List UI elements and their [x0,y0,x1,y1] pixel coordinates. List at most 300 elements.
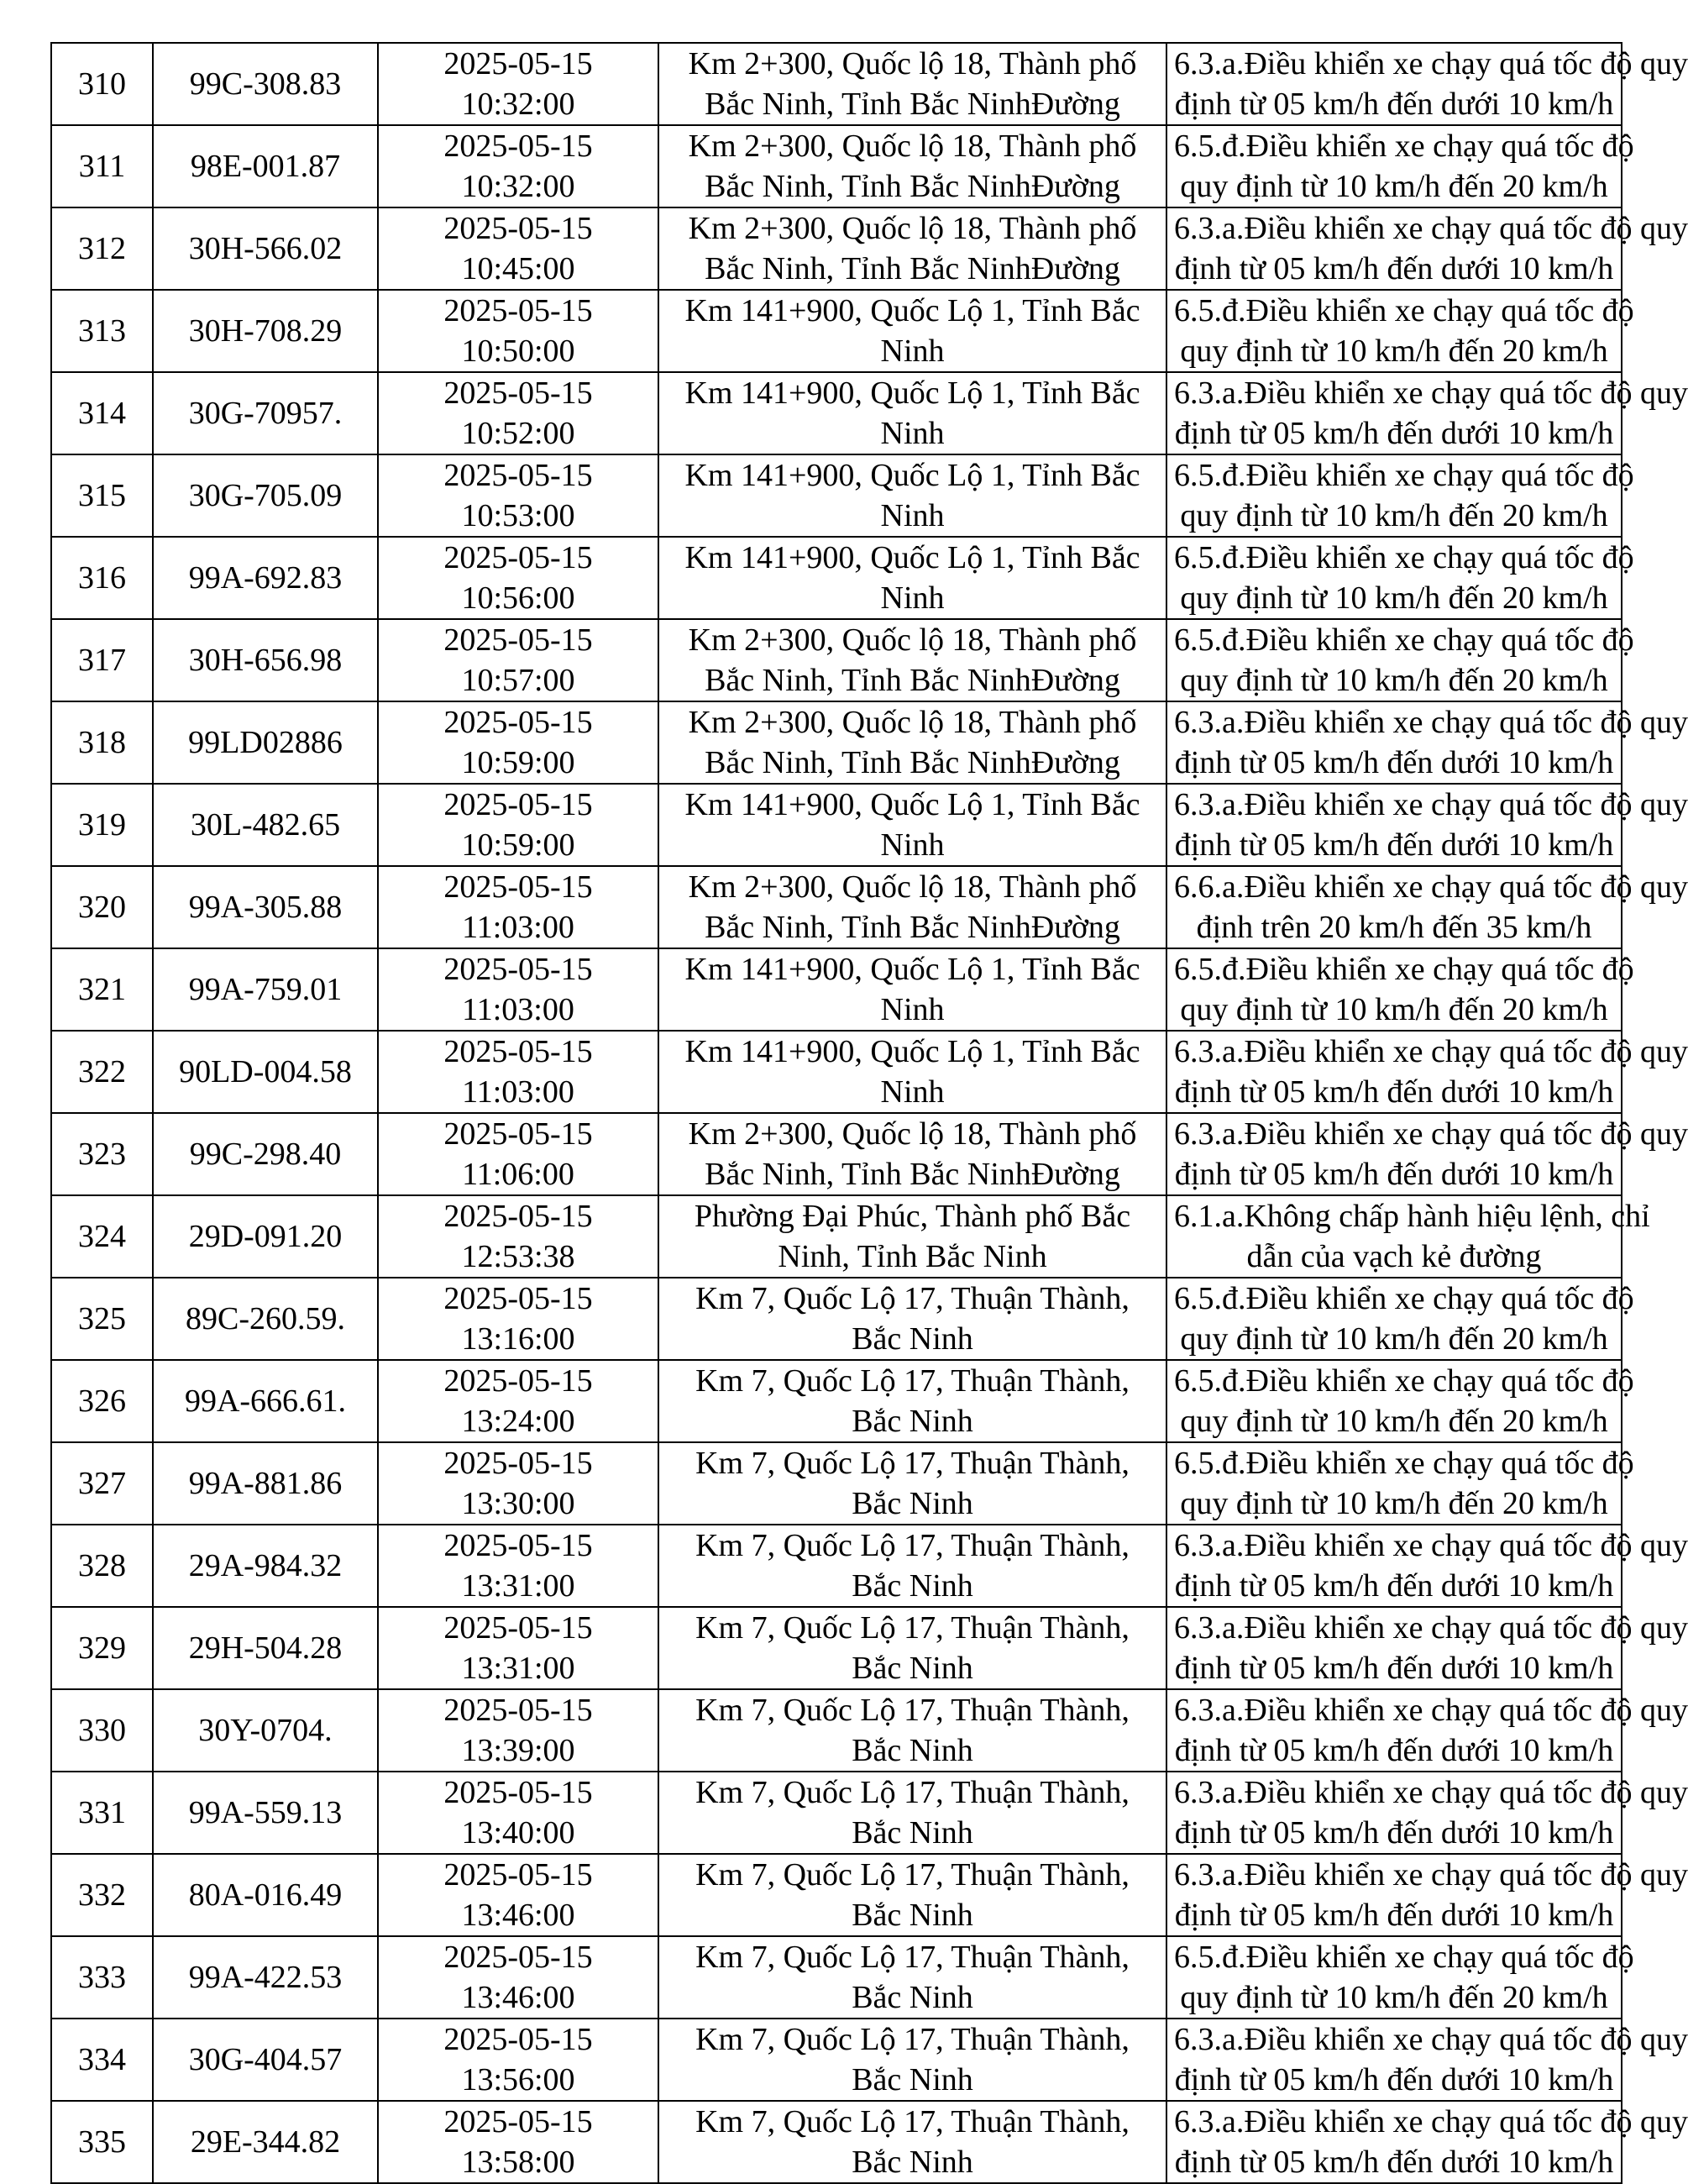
location-cell [658,290,1166,372]
violation-date: 2025-05-15 [443,1610,593,1646]
violation-date: 2025-05-15 [443,2104,593,2139]
row-number-cell [51,1278,153,1360]
license-plate: 29A-984.32 [188,1548,343,1583]
violation-line-2: định trên 20 km/h đến 35 km/h [1196,910,1592,945]
violation-line-1: 6.5.đ.Điều khiển xe chạy quá tốc độ [1174,1363,1634,1399]
location-line-1: Phường Đại Phúc, Thành phố Bắc [694,1199,1131,1234]
timestamp-cell [378,1525,658,1607]
violation-line-2: quy định từ 10 km/h đến 20 km/h [1180,1980,1608,2015]
location-line-1: Km 7, Quốc Lộ 17, Thuận Thành, [695,1363,1130,1399]
violation-cell [1166,1772,1688,1854]
location-line-2: Bắc Ninh, Tỉnh Bắc NinhĐường [705,169,1120,204]
violation-cell [1166,1442,1634,1525]
violation-date: 2025-05-15 [443,952,593,987]
violation-line-1: 6.5.đ.Điều khiển xe chạy quá tốc độ [1174,952,1634,987]
row-number: 313 [78,313,126,349]
license-plate-cell [153,1525,378,1607]
row-number-cell [51,784,153,866]
location-line-1: Km 7, Quốc Lộ 17, Thuận Thành, [695,1857,1130,1893]
table-row [51,1360,1622,1442]
location-line-1: Km 141+900, Quốc Lộ 1, Tỉnh Bắc [684,293,1140,328]
location-cell [658,125,1166,207]
violation-line-2: định từ 05 km/h đến dưới 10 km/h [1174,1157,1614,1192]
timestamp-cell [378,372,658,454]
table-row [51,1854,1622,1936]
timestamp-cell [378,2019,658,2101]
row-number-cell [51,537,153,619]
violation-time: 13:46:00 [461,1980,575,2015]
license-plate-cell [153,207,378,290]
license-plate-cell [153,454,378,537]
table-row [51,1607,1622,1689]
violation-cell [1166,537,1634,619]
location-line-2: Bắc Ninh [852,1815,973,1851]
violation-cell [1166,1031,1688,1113]
violation-cell [1166,1607,1688,1689]
violation-time: 10:57:00 [461,663,575,698]
timestamp-cell [378,948,658,1031]
location-line-2: Bắc Ninh [852,2062,973,2097]
violation-line-2: quy định từ 10 km/h đến 20 km/h [1180,1404,1608,1439]
table-row [51,454,1622,537]
row-number-cell [51,207,153,290]
license-plate: 99A-692.83 [188,560,343,596]
location-cell [658,1772,1166,1854]
license-plate: 30G-705.09 [188,478,343,513]
violation-line-1: 6.5.đ.Điều khiển xe chạy quá tốc độ [1174,540,1634,575]
row-number: 319 [78,807,126,843]
row-number: 325 [78,1301,126,1336]
row-number-cell [51,619,153,701]
violation-time: 13:58:00 [461,2145,575,2180]
timestamp-cell [378,701,658,784]
violation-line-2: định từ 05 km/h đến dưới 10 km/h [1174,416,1614,451]
timestamp-cell [378,784,658,866]
row-number-cell [51,1854,153,1936]
location-cell [658,1525,1166,1607]
row-number-cell [51,2019,153,2101]
row-number-cell [51,866,153,948]
row-number-cell [51,454,153,537]
row-number: 330 [78,1713,126,1748]
license-plate-cell [153,1936,378,2019]
row-number: 312 [78,231,126,266]
license-plate: 30L-482.65 [190,807,341,843]
location-cell [658,372,1166,454]
violation-line-2: định từ 05 km/h đến dưới 10 km/h [1174,1074,1614,1110]
violation-line-1: 6.5.đ.Điều khiển xe chạy quá tốc độ [1174,129,1634,164]
location-cell [658,454,1166,537]
violation-cell [1166,207,1688,290]
violation-line-1: 6.3.a.Điều khiển xe chạy quá tốc độ quy [1174,787,1688,822]
row-number: 331 [78,1795,126,1830]
violation-cell [1166,701,1688,784]
location-line-1: Km 2+300, Quốc lộ 18, Thành phố [688,869,1137,905]
violation-time: 13:16:00 [461,1321,575,1357]
license-plate: 30H-566.02 [188,231,343,266]
location-line-2: Bắc Ninh [852,1321,973,1357]
location-cell [658,1031,1166,1113]
violation-line-1: 6.3.a.Điều khiển xe chạy quá tốc độ quy [1174,705,1688,740]
violation-time: 10:53:00 [461,498,575,533]
location-line-2: Ninh [880,827,945,863]
timestamp-cell [378,1195,658,1278]
location-line-2: Bắc Ninh, Tỉnh Bắc NinhĐường [705,745,1120,780]
location-line-2: Ninh [880,498,945,533]
row-number-cell [51,701,153,784]
violation-line-2: quy định từ 10 km/h đến 20 km/h [1180,333,1608,369]
location-cell [658,784,1166,866]
license-plate: 29E-344.82 [190,2124,341,2160]
table-row [51,1031,1622,1113]
violation-line-1: 6.3.a.Điều khiển xe chạy quá tốc độ quy [1174,1034,1688,1069]
table-row [51,2101,1622,2183]
location-line-2: Bắc Ninh, Tỉnh Bắc NinhĐường [705,1157,1120,1192]
license-plate-cell [153,1442,378,1525]
violation-line-2: quy định từ 10 km/h đến 20 km/h [1180,498,1608,533]
violation-cell [1166,866,1688,948]
location-line-2: Bắc Ninh, Tỉnh Bắc NinhĐường [705,663,1120,698]
license-plate-cell [153,1278,378,1360]
location-line-2: Bắc Ninh [852,1898,973,1933]
table-row [51,1278,1622,1360]
row-number: 322 [78,1054,126,1089]
location-cell [658,2019,1166,2101]
location-line-2: Bắc Ninh [852,2145,973,2180]
violation-time: 13:30:00 [461,1486,575,1521]
violation-line-1: 6.3.a.Điều khiển xe chạy quá tốc độ quy [1174,2104,1688,2139]
location-line-1: Km 141+900, Quốc Lộ 1, Tỉnh Bắc [684,1034,1140,1069]
location-cell [658,1854,1166,1936]
violation-date: 2025-05-15 [443,1034,593,1069]
location-line-1: Km 7, Quốc Lộ 17, Thuận Thành, [695,2022,1130,2057]
row-number-cell [51,1689,153,1772]
timestamp-cell [378,454,658,537]
timestamp-cell [378,1607,658,1689]
location-line-1: Km 2+300, Quốc lộ 18, Thành phố [688,211,1137,246]
location-line-1: Km 2+300, Quốc lộ 18, Thành phố [688,705,1137,740]
row-number: 320 [78,890,126,925]
timestamp-cell [378,866,658,948]
violations-table-body [51,43,1688,2183]
violation-date: 2025-05-15 [443,869,593,905]
location-cell [658,2101,1166,2183]
table-row [51,1772,1622,1854]
license-plate: 90LD-004.58 [179,1054,352,1089]
violation-time: 10:32:00 [461,87,575,122]
location-cell [658,701,1166,784]
row-number: 318 [78,725,126,760]
location-cell [658,207,1166,290]
table-row [51,43,1622,125]
location-line-2: Bắc Ninh [852,1651,973,1686]
violation-date: 2025-05-15 [443,540,593,575]
location-cell [658,1936,1166,2019]
violation-line-1: 6.3.a.Điều khiển xe chạy quá tốc độ quy [1174,375,1688,411]
violation-time: 10:32:00 [461,169,575,204]
timestamp-cell [378,1442,658,1525]
violation-cell [1166,1360,1634,1442]
table-row [51,866,1622,948]
violation-date: 2025-05-15 [443,46,593,81]
location-cell [658,1113,1166,1195]
violation-cell [1166,784,1688,866]
location-line-2: Ninh [880,580,945,616]
license-plate: 29H-504.28 [188,1630,343,1666]
license-plate-cell [153,1689,378,1772]
row-number: 329 [78,1630,126,1666]
violation-line-1: 6.1.a.Không chấp hành hiệu lệnh, chỉ [1174,1199,1650,1234]
license-plate-cell [153,1195,378,1278]
violation-line-2: định từ 05 km/h đến dưới 10 km/h [1174,2145,1614,2180]
table-row [51,537,1622,619]
row-number-cell [51,1442,153,1525]
violation-date: 2025-05-15 [443,1940,593,1975]
violation-line-1: 6.5.đ.Điều khiển xe chạy quá tốc độ [1174,1446,1634,1481]
row-number-cell [51,1525,153,1607]
table-row [51,701,1622,784]
license-plate-cell [153,2101,378,2183]
violation-date: 2025-05-15 [443,1446,593,1481]
location-line-2: Bắc Ninh, Tỉnh Bắc NinhĐường [705,910,1120,945]
violation-line-1: 6.3.a.Điều khiển xe chạy quá tốc độ quy [1174,1775,1688,1810]
violation-line-2: định từ 05 km/h đến dưới 10 km/h [1174,1898,1614,1933]
violation-cell [1166,1525,1688,1607]
row-number-cell [51,1607,153,1689]
row-number: 332 [78,1877,126,1913]
violation-line-2: định từ 05 km/h đến dưới 10 km/h [1174,745,1614,780]
location-cell [658,1442,1166,1525]
location-line-2: Bắc Ninh [852,1980,973,2015]
license-plate: 99LD02886 [188,725,343,760]
license-plate-cell [153,2019,378,2101]
violation-date: 2025-05-15 [443,293,593,328]
violation-line-2: quy định từ 10 km/h đến 20 km/h [1180,580,1608,616]
location-line-2: Ninh [880,333,945,369]
license-plate: 30G-70957. [188,396,343,431]
violation-time: 13:46:00 [461,1898,575,1933]
violation-time: 10:52:00 [461,416,575,451]
violation-date: 2025-05-15 [443,787,593,822]
license-plate: 89C-260.59. [186,1301,345,1336]
table-row [51,290,1622,372]
license-plate: 30H-708.29 [188,313,343,349]
violation-line-2: định từ 05 km/h đến dưới 10 km/h [1174,1651,1614,1686]
row-number: 311 [78,149,126,184]
violation-line-2: định từ 05 km/h đến dưới 10 km/h [1174,251,1614,286]
timestamp-cell [378,619,658,701]
timestamp-cell [378,1689,658,1772]
license-plate-cell [153,125,378,207]
timestamp-cell [378,125,658,207]
timestamp-cell [378,1854,658,1936]
violation-cell [1166,619,1634,701]
violation-time: 12:53:38 [461,1239,575,1274]
location-line-1: Km 7, Quốc Lộ 17, Thuận Thành, [695,1775,1130,1810]
row-number: 316 [78,560,126,596]
violation-cell [1166,1278,1634,1360]
timestamp-cell [378,537,658,619]
row-number: 314 [78,396,126,431]
violation-line-2: quy định từ 10 km/h đến 20 km/h [1180,992,1608,1027]
location-line-1: Km 141+900, Quốc Lộ 1, Tỉnh Bắc [684,458,1140,493]
license-plate: 30H-656.98 [188,643,343,678]
location-cell [658,948,1166,1031]
violation-time: 10:56:00 [461,580,575,616]
license-plate: 99A-666.61. [184,1383,347,1419]
location-line-1: Km 141+900, Quốc Lộ 1, Tỉnh Bắc [684,952,1140,987]
row-number-cell [51,1113,153,1195]
license-plate: 99A-422.53 [188,1960,343,1995]
table-row [51,207,1622,290]
row-number-cell [51,2101,153,2183]
violation-date: 2025-05-15 [443,1693,593,1728]
violation-date: 2025-05-15 [443,1116,593,1152]
location-line-2: Bắc Ninh [852,1486,973,1521]
timestamp-cell [378,1360,658,1442]
violation-date: 2025-05-15 [443,129,593,164]
location-line-1: Km 2+300, Quốc lộ 18, Thành phố [688,129,1137,164]
timestamp-cell [378,290,658,372]
row-number: 334 [78,2042,126,2077]
violation-cell [1166,948,1634,1031]
license-plate: 98E-001.87 [190,149,341,184]
row-number: 317 [78,643,126,678]
violation-date: 2025-05-15 [443,705,593,740]
violation-line-2: định từ 05 km/h đến dưới 10 km/h [1174,1733,1614,1768]
violation-date: 2025-05-15 [443,458,593,493]
location-cell [658,537,1166,619]
violation-line-2: định từ 05 km/h đến dưới 10 km/h [1174,2062,1614,2097]
row-number: 327 [78,1466,126,1501]
license-plate-cell [153,701,378,784]
license-plate: 30G-404.57 [188,2042,343,2077]
violation-line-2: định từ 05 km/h đến dưới 10 km/h [1174,1568,1614,1604]
violation-cell [1166,2101,1688,2183]
location-line-2: Ninh [880,992,945,1027]
violation-time: 10:59:00 [461,827,575,863]
row-number: 315 [78,478,126,513]
location-cell [658,1360,1166,1442]
row-number: 324 [78,1219,126,1254]
location-line-1: Km 2+300, Quốc lộ 18, Thành phố [688,46,1137,81]
violation-date: 2025-05-15 [443,1528,593,1563]
license-plate-cell [153,1113,378,1195]
license-plate: 99A-305.88 [188,890,343,925]
location-line-1: Km 7, Quốc Lộ 17, Thuận Thành, [695,1528,1130,1563]
location-line-2: Bắc Ninh [852,1404,973,1439]
table-row [51,125,1622,207]
row-number: 335 [78,2124,126,2160]
row-number: 333 [78,1960,126,1995]
license-plate-cell [153,866,378,948]
license-plate-cell [153,537,378,619]
license-plate: 80A-016.49 [188,1877,343,1913]
location-line-1: Km 141+900, Quốc Lộ 1, Tỉnh Bắc [684,540,1140,575]
violation-line-2: định từ 05 km/h đến dưới 10 km/h [1174,827,1614,863]
violation-time: 10:59:00 [461,745,575,780]
violation-cell [1166,125,1634,207]
violation-time: 11:03:00 [462,1074,574,1110]
violation-time: 13:31:00 [461,1651,575,1686]
violation-cell [1166,1195,1650,1278]
license-plate-cell [153,1607,378,1689]
row-number-cell [51,290,153,372]
location-line-2: Bắc Ninh, Tỉnh Bắc NinhĐường [705,251,1120,286]
violation-line-1: 6.3.a.Điều khiển xe chạy quá tốc độ quy [1174,1116,1688,1152]
violation-time: 13:24:00 [461,1404,575,1439]
row-number: 310 [78,66,126,102]
license-plate: 99A-759.01 [188,972,343,1007]
location-cell [658,1195,1166,1278]
row-number: 328 [78,1548,126,1583]
table-row [51,619,1622,701]
violation-cell [1166,1936,1634,2019]
violation-line-1: 6.3.a.Điều khiển xe chạy quá tốc độ quy [1174,2022,1688,2057]
violation-line-1: 6.5.đ.Điều khiển xe chạy quá tốc độ [1174,1281,1634,1316]
location-line-2: Ninh, Tỉnh Bắc Ninh [778,1239,1047,1274]
violation-date: 2025-05-15 [443,1363,593,1399]
violation-date: 2025-05-15 [443,211,593,246]
location-line-1: Km 7, Quốc Lộ 17, Thuận Thành, [695,1446,1130,1481]
violation-line-2: định từ 05 km/h đến dưới 10 km/h [1174,1815,1614,1851]
location-line-2: Ninh [880,416,945,451]
license-plate-cell [153,1360,378,1442]
violation-line-1: 6.6.a.Điều khiển xe chạy quá tốc độ quy [1174,869,1688,905]
license-plate: 99A-881.86 [188,1466,343,1501]
location-cell [658,1278,1166,1360]
violation-line-2: định từ 05 km/h đến dưới 10 km/h [1174,87,1614,122]
location-line-1: Km 7, Quốc Lộ 17, Thuận Thành, [695,1281,1130,1316]
license-plate-cell [153,1854,378,1936]
license-plate-cell [153,372,378,454]
violation-cell [1166,372,1688,454]
violation-line-1: 6.3.a.Điều khiển xe chạy quá tốc độ quy [1174,1528,1688,1563]
violation-time: 13:39:00 [461,1733,575,1768]
license-plate: 99C-298.40 [189,1137,342,1172]
timestamp-cell [378,1936,658,2019]
violation-time: 10:50:00 [461,333,575,369]
timestamp-cell [378,207,658,290]
violation-line-1: 6.3.a.Điều khiển xe chạy quá tốc độ quy [1174,211,1688,246]
violation-cell [1166,43,1688,125]
table-row [51,1113,1622,1195]
location-line-1: Km 141+900, Quốc Lộ 1, Tỉnh Bắc [684,375,1140,411]
violation-cell [1166,1113,1688,1195]
violation-date: 2025-05-15 [443,1281,593,1316]
violation-time: 10:45:00 [461,251,575,286]
violation-date: 2025-05-15 [443,375,593,411]
violation-line-2: quy định từ 10 km/h đến 20 km/h [1180,663,1608,698]
license-plate-cell [153,1772,378,1854]
location-line-1: Km 7, Quốc Lộ 17, Thuận Thành, [695,1693,1130,1728]
license-plate-cell [153,1031,378,1113]
violation-line-1: 6.3.a.Điều khiển xe chạy quá tốc độ quy [1174,1610,1688,1646]
table-row [51,784,1622,866]
license-plate: 99C-308.83 [189,66,342,102]
license-plate: 29D-091.20 [188,1219,343,1254]
violation-line-1: 6.5.đ.Điều khiển xe chạy quá tốc độ [1174,293,1634,328]
violation-date: 2025-05-15 [443,1857,593,1893]
table-row [51,1442,1622,1525]
license-plate-cell [153,290,378,372]
location-cell [658,1689,1166,1772]
violation-line-1: 6.5.đ.Điều khiển xe chạy quá tốc độ [1174,458,1634,493]
row-number-cell [51,1936,153,2019]
location-line-2: Ninh [880,1074,945,1110]
row-number: 326 [78,1383,126,1419]
violation-line-1: 6.3.a.Điều khiển xe chạy quá tốc độ quy [1174,1693,1688,1728]
